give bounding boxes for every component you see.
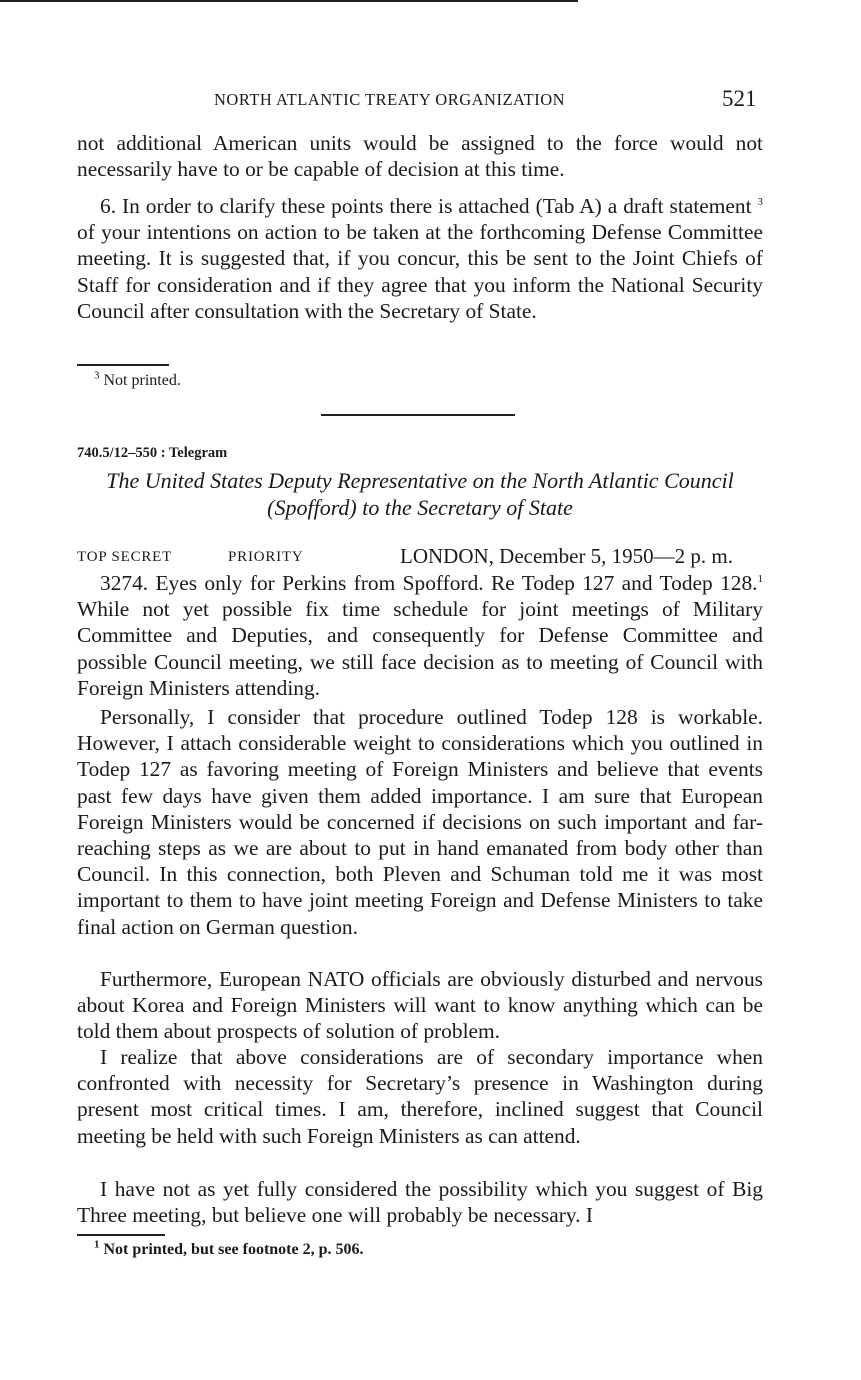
telegram-paragraph-1: 3274. Eyes only for Perkins from Spofford. Re Todep 127 and Todep 128.$^1$ While not yet possible fix time schedule for joint meetings of Military Committee and Deputies, and consequently for Defense Committee and possible Council meeting, we still face decision as to meeting of Council with Foreign Ministers attending. [77,571,763,700]
telegram-paragraph-2: Personally, I consider that procedure outlined Todep 128 is workable. However, I attach considerable weight to considerations which you outlined in Todep 127 as favoring meeting of Foreign Ministers and believe that events past few days have given them added importance. I am sure that European Foreign Ministers would be concerned if decisions on such important and far-reaching steps as we are about to put in hand emanated from body other than Council. In this connection, both Pleven and Schuman told me it was most important to them to have joint meeting Foreign and Defense Ministers to take final action on German question. [77,705,763,939]
file-reference: 740.5/12–550 : Telegram [77,445,228,461]
section-separator [321,414,515,416]
footnote-3: $^3$ Not printed. [94,369,181,389]
classification-label: TOP SECRET [77,549,173,565]
telegram-paragraph-4: I realize that above considerations are of secondary importance when confronted with necessity for Secretary’s presence in Washington during present most critical times. I am, therefore, inclined suggest that Council meeting be held with such Foreign Ministers as can attend. [77,1045,763,1148]
priority-label: PRIORITY [228,549,304,565]
place-date: LONDON, December 5, 1950—2 p. m. [400,544,734,568]
page-number: 521 [722,86,757,111]
footnote-rule [77,364,169,366]
page-header [0,86,861,112]
telegram-paragraph-3: Furthermore, European NATO officials are obviously disturbed and nervous about Korea and Foreign Ministers will want to know anything which can be told them about prospects of solution of problem. [77,967,763,1044]
footnote-rule-2 [77,1234,165,1236]
paragraph-6: 6. In order to clarify these points there is attached (Tab A) a draft statement $^3$ of your intentions on action to be taken at the forthcoming Defense Committee meeting. It is suggested that, if you concur, this be sent to the Joint Chiefs of Staff for consideration and if they agree that you inform the National Security Council after consultation with the Secretary of State. [77,194,763,323]
running-head: NORTH ATLANTIC TREATY ORGANIZATION [214,90,566,109]
top-edge-rule [0,0,578,2]
footnote-ref-3: 3 [757,195,763,208]
dateline [77,544,767,570]
document-title: The United States Deputy Representative on the North Atlantic Council (Spofford) to the Secretary of State [106,468,734,520]
footnote-1: $^1$ Not printed, but see footnote 2, p. 506. [94,1238,364,1258]
telegram-paragraph-5: I have not as yet fully considered the possibility which you suggest of Big Three meeting, but believe one will probably be necessary. I [77,1177,763,1228]
paragraph-continuation: not additional American units would be assigned to the force would not necessarily have to or be capable of decision at this time. [77,131,763,182]
footnote-ref-1: 1 [757,572,763,585]
